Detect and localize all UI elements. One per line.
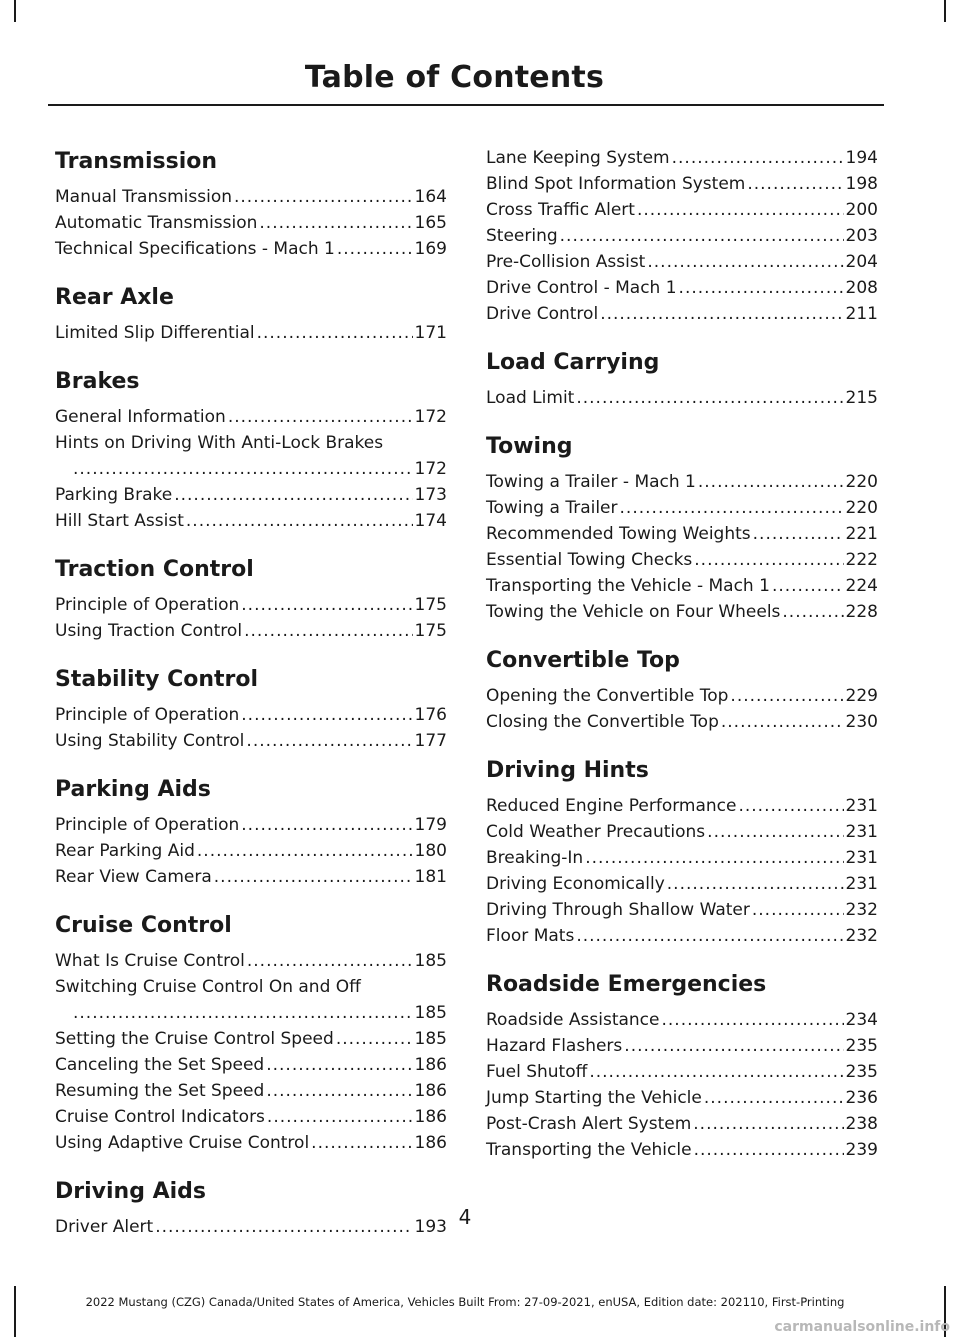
section-heading: Driving Aids: [55, 1179, 207, 1204]
entry-page-number: 203: [845, 226, 878, 246]
dot-leader: [672, 145, 844, 171]
section-heading: Cruise Control: [55, 913, 232, 938]
entry-title: Floor Mats: [486, 926, 575, 946]
dot-leader: [244, 618, 412, 644]
entry-title: Manual Transmission: [55, 187, 232, 207]
entry-page-number: 169: [414, 239, 447, 259]
entry-title: Hints on Driving With Anti-Lock Brakes: [55, 433, 384, 453]
toc-entry[interactable]: [486, 845, 878, 871]
entry-title: Transporting the Vehicle - Mach 1: [486, 576, 770, 596]
toc-entry[interactable]: [486, 495, 878, 521]
dot-leader: [694, 547, 843, 573]
toc-entry[interactable]: [55, 618, 447, 644]
entry-page-number: 186: [414, 1107, 447, 1127]
toc-entry[interactable]: [486, 683, 878, 709]
entry-title: Technical Specifications - Mach 1: [55, 239, 335, 259]
page-number: 4: [458, 1205, 472, 1229]
toc-entry[interactable]: [486, 923, 878, 949]
entry-title: Using Adaptive Cruise Control: [55, 1133, 310, 1153]
dot-leader: [752, 897, 844, 923]
dot-leader: [738, 793, 843, 819]
entry-title: Essential Towing Checks: [486, 550, 693, 570]
toc-entry[interactable]: [486, 793, 878, 819]
toc-section: [486, 647, 878, 735]
dot-leader: [730, 683, 843, 709]
section-heading: Roadside Emergencies: [486, 972, 767, 997]
toc-entry[interactable]: [55, 1104, 447, 1130]
entry-title: Jump Starting the Vehicle: [486, 1088, 702, 1108]
dot-leader: [560, 223, 844, 249]
section-heading: Driving Hints: [486, 758, 649, 783]
toc-right-column: [486, 145, 878, 1185]
entry-page-number: 171: [414, 323, 447, 343]
entry-title: Towing a Trailer - Mach 1: [486, 472, 696, 492]
toc-section: [486, 757, 878, 949]
entry-page-number: 172: [414, 459, 447, 479]
watermark: carmanualsonline.info: [774, 1319, 950, 1335]
toc-entry[interactable]: [55, 320, 447, 346]
toc-entry[interactable]: [486, 223, 878, 249]
entry-page-number: 175: [414, 621, 447, 641]
section-heading: Parking Aids: [55, 777, 211, 802]
entry-title: Driving Through Shallow Water: [486, 900, 750, 920]
toc-entry[interactable]: [55, 210, 447, 236]
entry-page-number: 172: [414, 407, 447, 427]
toc-entry[interactable]: [55, 508, 447, 534]
entry-title: Using Stability Control: [55, 731, 245, 751]
toc-entry[interactable]: [55, 838, 447, 864]
dot-leader: [782, 599, 843, 625]
entry-title: Lane Keeping System: [486, 148, 670, 168]
entry-page-number: 234: [845, 1010, 878, 1030]
toc-entry[interactable]: [486, 469, 878, 495]
toc-entry[interactable]: [55, 236, 447, 262]
entry-page-number: 179: [414, 815, 447, 835]
entry-page-number: 185: [414, 951, 447, 971]
entry-page-number: 204: [845, 252, 878, 272]
toc-entry[interactable]: [55, 702, 447, 728]
dot-leader: [247, 948, 413, 974]
entry-title: Fuel Shutoff: [486, 1062, 588, 1082]
toc-entry[interactable]: [486, 1007, 878, 1033]
entry-title: Drive Control: [486, 304, 599, 324]
toc-entry[interactable]: [486, 145, 878, 171]
toc-entry[interactable]: [55, 592, 447, 618]
entry-title: Breaking-In: [486, 848, 584, 868]
toc-entry[interactable]: [486, 249, 878, 275]
toc-entry[interactable]: [486, 1111, 878, 1137]
toc-section: [55, 368, 447, 534]
entry-page-number: 235: [845, 1062, 878, 1082]
section-heading: Load Carrying: [486, 350, 660, 375]
toc-entry[interactable]: [486, 819, 878, 845]
toc-entry[interactable]: [486, 547, 878, 573]
edition-footer: 2022 Mustang (CZG) Canada/United States of America, Vehicles Built From: 27-09-2021, enUSA, Edition date: 202110, First-Printing: [85, 1295, 845, 1309]
dot-leader: [197, 838, 413, 864]
entry-page-number: 236: [845, 1088, 878, 1108]
toc-entry[interactable]: [55, 1130, 447, 1156]
entry-page-number: 222: [845, 550, 878, 570]
toc-section: [486, 971, 878, 1163]
crop-mark-top-left: [14, 0, 16, 22]
entry-page-number: 185: [414, 1003, 447, 1023]
toc-entry[interactable]: [486, 197, 878, 223]
dot-leader: [585, 845, 843, 871]
toc-entry[interactable]: [486, 1085, 878, 1111]
toc-section: [55, 666, 447, 754]
entry-title: Limited Slip Differential: [55, 323, 255, 343]
entry-title: Steering: [486, 226, 558, 246]
toc-entry[interactable]: [55, 430, 447, 482]
dot-leader: [589, 1059, 843, 1085]
entry-title: Opening the Convertible Top: [486, 686, 729, 706]
toc-section: [486, 145, 878, 327]
entry-page-number: 238: [845, 1114, 878, 1134]
dot-leader: [73, 456, 413, 482]
dot-leader: [667, 871, 844, 897]
entry-page-number: 235: [845, 1036, 878, 1056]
dot-leader: [721, 709, 844, 735]
entry-title: Switching Cruise Control On and Off: [55, 977, 361, 997]
entry-page-number: 174: [414, 511, 447, 531]
dot-leader: [576, 385, 843, 411]
entry-page-number: 208: [845, 278, 878, 298]
dot-leader: [772, 573, 844, 599]
entry-title: Cross Traffic Alert: [486, 200, 635, 220]
toc-section: [55, 148, 447, 262]
entry-page-number: 215: [845, 388, 878, 408]
entry-title: Hazard Flashers: [486, 1036, 623, 1056]
page-title: Table of Contents: [304, 60, 604, 95]
toc-entry[interactable]: [55, 1052, 447, 1078]
entry-title: Pre-Collision Assist: [486, 252, 646, 272]
entry-page-number: 229: [845, 686, 878, 706]
entry-title: Roadside Assistance: [486, 1010, 660, 1030]
toc-entry[interactable]: [55, 404, 447, 430]
dot-leader: [620, 495, 844, 521]
toc-entry[interactable]: [55, 812, 447, 838]
entry-title: Blind Spot Information System: [486, 174, 746, 194]
toc-entry[interactable]: [486, 1033, 878, 1059]
dot-leader: [214, 864, 413, 890]
section-heading: Convertible Top: [486, 648, 680, 673]
entry-page-number: 175: [414, 595, 447, 615]
entry-page-number: 164: [414, 187, 447, 207]
entry-title: Canceling the Set Speed: [55, 1055, 265, 1075]
dot-leader: [707, 819, 843, 845]
dot-leader: [311, 1130, 412, 1156]
toc-entry[interactable]: [486, 1137, 878, 1163]
entry-page-number: 173: [414, 485, 447, 505]
entry-page-number: 232: [845, 926, 878, 946]
dot-leader: [228, 404, 413, 430]
entry-title: Driving Economically: [486, 874, 665, 894]
section-heading: Rear Axle: [55, 285, 174, 310]
section-heading: Brakes: [55, 369, 140, 394]
toc-entry[interactable]: [486, 897, 878, 923]
toc-entry[interactable]: [486, 599, 878, 625]
section-heading: Towing: [486, 434, 573, 459]
entry-title: Closing the Convertible Top: [486, 712, 719, 732]
dot-leader: [693, 1111, 843, 1137]
header-rule: [48, 104, 884, 106]
entry-page-number: 230: [845, 712, 878, 732]
crop-mark-bottom-left: [14, 1286, 16, 1337]
entry-title: Post-Crash Alert System: [486, 1114, 692, 1134]
toc-section: [55, 284, 447, 346]
entry-page-number: 181: [414, 867, 447, 887]
dot-leader: [336, 1026, 413, 1052]
entry-page-number: 231: [845, 874, 878, 894]
toc-section: [55, 556, 447, 644]
entry-page-number: 221: [845, 524, 878, 544]
dot-leader: [241, 592, 412, 618]
toc-entry[interactable]: [486, 709, 878, 735]
toc-entry[interactable]: [55, 728, 447, 754]
toc-section: [486, 349, 878, 411]
dot-leader: [186, 508, 413, 534]
entry-page-number: 165: [414, 213, 447, 233]
toc-section: [486, 433, 878, 625]
toc-entry[interactable]: [55, 1026, 447, 1052]
section-heading: Transmission: [55, 149, 218, 174]
entry-title: Towing a Trailer: [486, 498, 618, 518]
dot-leader: [647, 249, 843, 275]
entry-page-number: 231: [845, 822, 878, 842]
toc-entry[interactable]: [486, 573, 878, 599]
entry-title: Drive Control - Mach 1: [486, 278, 677, 298]
entry-title: Recommended Towing Weights: [486, 524, 751, 544]
toc-section: [55, 776, 447, 890]
entry-title: Transporting the Vehicle: [486, 1140, 692, 1160]
dot-leader: [241, 812, 412, 838]
entry-page-number: 186: [414, 1055, 447, 1075]
dot-leader: [694, 1137, 844, 1163]
entry-title: Load Limit: [486, 388, 575, 408]
dot-leader: [246, 728, 412, 754]
toc-entry[interactable]: [55, 184, 447, 210]
dot-leader: [257, 320, 413, 346]
dot-leader: [661, 1007, 843, 1033]
dot-leader: [704, 1085, 844, 1111]
toc-entry[interactable]: [486, 521, 878, 547]
dot-leader: [600, 301, 843, 327]
dot-leader: [753, 521, 844, 547]
entry-title: Setting the Cruise Control Speed: [55, 1029, 334, 1049]
entry-title: What Is Cruise Control: [55, 951, 245, 971]
dot-leader: [679, 275, 844, 301]
toc-entry[interactable]: [486, 275, 878, 301]
toc-section: [55, 912, 447, 1156]
dot-leader: [637, 197, 844, 223]
entry-page-number: 194: [845, 148, 878, 168]
entry-title: Using Traction Control: [55, 621, 243, 641]
entry-page-number: 228: [845, 602, 878, 622]
entry-page-number: 231: [845, 796, 878, 816]
entry-page-number: 224: [845, 576, 878, 596]
entry-page-number: 186: [414, 1081, 447, 1101]
entry-page-number: 180: [414, 841, 447, 861]
dot-leader: [234, 184, 413, 210]
entry-title: Reduced Engine Performance: [486, 796, 737, 816]
entry-title: Principle of Operation: [55, 705, 240, 725]
entry-title: Parking Brake: [55, 485, 173, 505]
dot-leader: [266, 1052, 412, 1078]
entry-page-number: 211: [845, 304, 878, 324]
dot-leader: [698, 469, 844, 495]
entry-title: Cruise Control Indicators: [55, 1107, 265, 1127]
dot-leader: [267, 1104, 413, 1130]
dot-leader: [747, 171, 843, 197]
entry-title: Rear Parking Aid: [55, 841, 195, 861]
toc-entry[interactable]: [486, 301, 878, 327]
entry-title: Cold Weather Precautions: [486, 822, 706, 842]
section-heading: Stability Control: [55, 667, 259, 692]
entry-page-number: 186: [414, 1133, 447, 1153]
entry-page-number: 185: [414, 1029, 447, 1049]
toc-entry[interactable]: [486, 385, 878, 411]
entry-title: Principle of Operation: [55, 815, 240, 835]
entry-title: General Information: [55, 407, 226, 427]
entry-page-number: 232: [845, 900, 878, 920]
entry-title: Towing the Vehicle on Four Wheels: [486, 602, 781, 622]
dot-leader: [259, 210, 412, 236]
entry-page-number: 239: [845, 1140, 878, 1160]
toc-entry[interactable]: [486, 871, 878, 897]
entry-title: Rear View Camera: [55, 867, 212, 887]
toc-entry[interactable]: [486, 1059, 878, 1085]
toc-entry[interactable]: [55, 1078, 447, 1104]
section-heading: Traction Control: [55, 557, 254, 582]
entry-page-number: 200: [845, 200, 878, 220]
entry-page-number: 220: [845, 472, 878, 492]
entry-page-number: 193: [414, 1217, 447, 1237]
entry-page-number: 177: [414, 731, 447, 751]
dot-leader: [576, 923, 843, 949]
entry-page-number: 198: [845, 174, 878, 194]
toc-entry[interactable]: [486, 171, 878, 197]
entry-title: Principle of Operation: [55, 595, 240, 615]
dot-leader: [624, 1033, 843, 1059]
toc-entry[interactable]: [55, 482, 447, 508]
entry-title: Driver Alert: [55, 1217, 154, 1237]
toc-entry[interactable]: [55, 948, 447, 974]
entry-title: Hill Start Assist: [55, 511, 184, 531]
crop-mark-top-right: [944, 0, 946, 22]
entry-page-number: 231: [845, 848, 878, 868]
entry-page-number: 176: [414, 705, 447, 725]
toc-entry[interactable]: [55, 864, 447, 890]
entry-page-number: 220: [845, 498, 878, 518]
entry-title: Automatic Transmission: [55, 213, 258, 233]
toc-entry[interactable]: [55, 974, 447, 1026]
dot-leader: [337, 236, 413, 262]
toc-left-column: [55, 148, 447, 1262]
dot-leader: [73, 1000, 413, 1026]
dot-leader: [266, 1078, 412, 1104]
entry-title: Resuming the Set Speed: [55, 1081, 265, 1101]
dot-leader: [174, 482, 412, 508]
dot-leader: [241, 702, 412, 728]
